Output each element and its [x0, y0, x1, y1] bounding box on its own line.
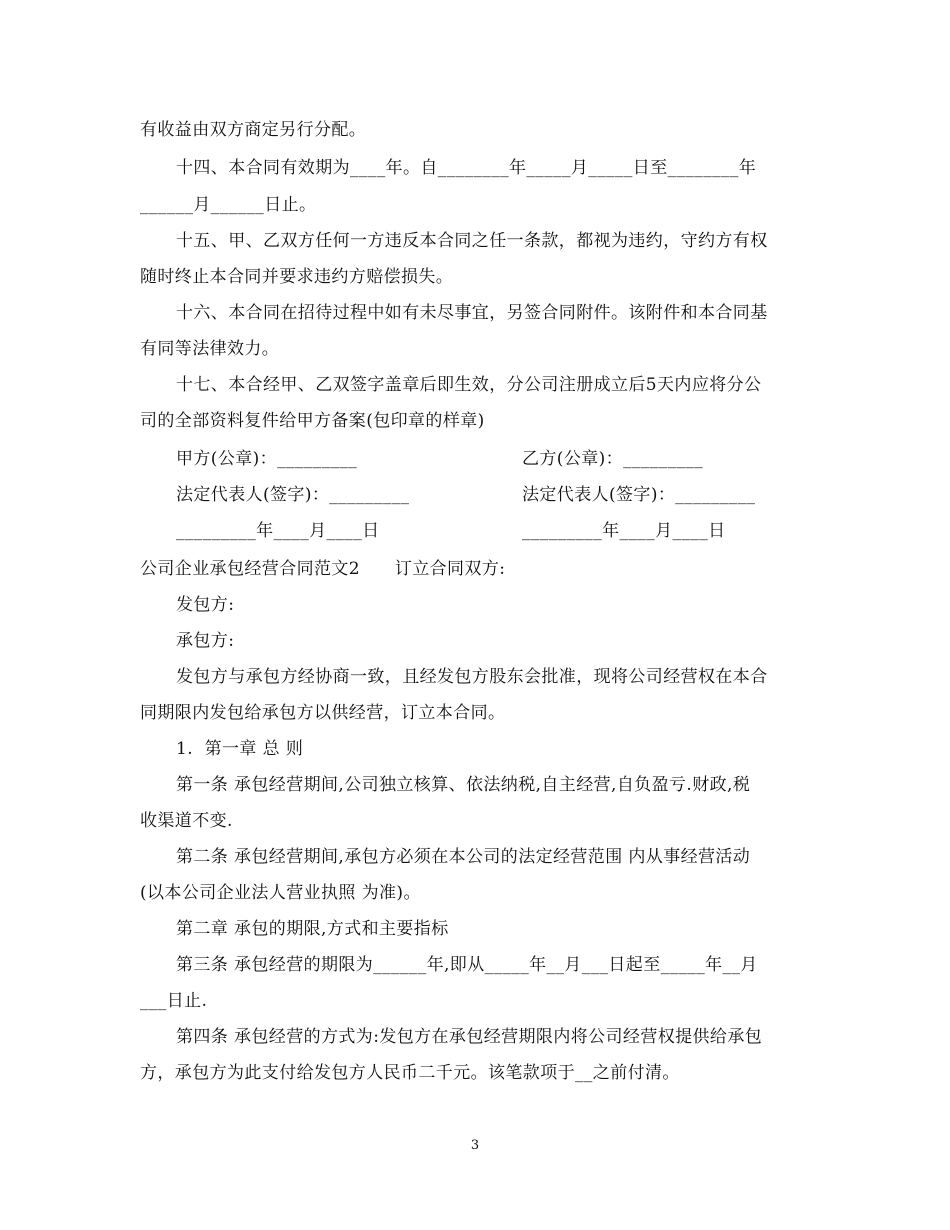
chapter-heading: 第二章 承包的期限,方式和主要指标	[176, 919, 449, 939]
text-line: 发包方与承包方经协商一致，且经发包方股东会批准，现将公司经营权在本合	[176, 667, 768, 687]
text-line: 十六、本合同在招待过程中如有未尽事宜，另签合同附件。该附件和本合同基	[176, 303, 768, 323]
text-line: 十七、本合经甲、乙双签字盖章后即生效，分公司注册成立后5天内应将分公	[176, 375, 762, 395]
text-line: 第四条 承包经营的方式为:发包方在承包经营期限内将公司经营权提供给承包	[176, 1027, 763, 1047]
party-a-seal-field: 甲方(公章)：_________	[176, 449, 358, 469]
party-a-date-field: _________年____月____日	[176, 521, 380, 541]
text-line: 第三条 承包经营的期限为______年,即从_____年__月___日起至_____年__月	[176, 955, 758, 975]
text-line: 司的全部资料复件给甲方备案(包印章的样章)	[140, 411, 485, 431]
text-line: 承包方:	[176, 631, 235, 651]
text-line: 有同等法律效力。	[140, 339, 280, 359]
text-line: 第一条 承包经营期间,公司独立核算、依法纳税,自主经营,自负盈亏.财政,税	[176, 775, 751, 795]
page-number: 3	[470, 1138, 480, 1153]
text-line: ______月______日止。	[140, 195, 317, 215]
party-b-date-field: _________年____月____日	[522, 521, 726, 541]
section-heading: 公司企业承包经营合同范文2 订立合同双方:	[140, 559, 506, 579]
text-line: 收渠道不变.	[140, 811, 233, 831]
text-line: 有收益由双方商定另行分配。	[140, 120, 367, 140]
text-line: 方，承包方为此支付给发包方人民币二千元。该笔款项于__之前付清。	[140, 1063, 680, 1083]
text-line: 第二条 承包经营期间,承包方必须在本公司的法定经营范围 内从事经营活动	[176, 847, 751, 867]
party-b-representative-field: 法定代表人(签字)：_________	[522, 485, 756, 505]
chapter-heading: 1. 第一章 总 则	[176, 739, 304, 759]
text-line: 十四、本合同有效期为____年。自________年_____月_____日至________年	[176, 158, 757, 178]
text-line: 十五、甲、乙双方任何一方违反本合同之任一条款，都视为违约，守约方有权	[176, 231, 768, 251]
text-line: 同期限内发包给承包方以供经营，订立本合同。	[140, 703, 506, 723]
text-line: ___日止.	[140, 991, 208, 1011]
party-a-representative-field: 法定代表人(签字)：_________	[176, 485, 410, 505]
party-b-seal-field: 乙方(公章)：_________	[522, 449, 704, 469]
text-line: 随时终止本合同并要求违约方赔偿损失。	[140, 267, 454, 287]
text-line: (以本公司企业法人营业执照 为准)。	[140, 883, 421, 903]
text-line: 发包方:	[176, 595, 235, 615]
